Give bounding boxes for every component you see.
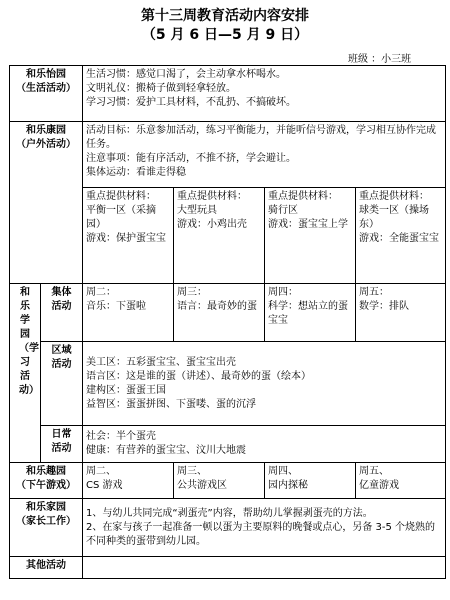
zone-area: 球类一区（操场东）	[359, 205, 429, 230]
content-line: 2、在家与孩子一起准备一顿以蛋为主要原料的晚餐或点心，另备 3-5 个烧熟的不同种类的蛋带到幼儿园。	[86, 521, 436, 547]
sub-header-text: 集体活动	[51, 287, 72, 312]
zone-area: 大型玩具	[177, 205, 217, 216]
day-activity: 科学：想站立的蛋宝宝	[268, 301, 348, 326]
row-other	[10, 557, 446, 579]
header-subtext: （家长工作）	[16, 516, 76, 527]
day-label: 周二：	[86, 287, 116, 298]
content-line: 1、与幼儿共同完成“剥蛋壳”内容，帮助幼儿掌握剥蛋壳的方法。	[86, 507, 373, 519]
content-line: 文明礼仪：搬椅子做到轻拿轻放。	[86, 83, 236, 94]
sub-header-text: 日常活动	[51, 429, 72, 454]
zone-label: 重点提供材料：	[359, 191, 429, 202]
outdoor-zone-1	[83, 188, 174, 284]
zone-label: 重点提供材料：	[86, 191, 156, 202]
content-line: 活动目标：乐意参加活动，练习平衡能力，并能听信号游戏，学习相互协作完成任务。	[86, 125, 436, 150]
zone-label: 重点提供材料：	[177, 191, 247, 202]
outdoor-goals	[83, 122, 446, 188]
sub-header-area	[41, 342, 83, 426]
header-subtext: （下午游戏）	[16, 480, 76, 491]
afternoon-day-4	[356, 463, 446, 499]
outdoor-zone-2	[174, 188, 265, 284]
family-content	[83, 499, 446, 557]
day-activity: 数学：排队	[359, 301, 409, 312]
group-day-4	[356, 284, 446, 342]
other-content	[83, 557, 446, 579]
sub-header-group	[41, 284, 83, 342]
day-activity: 语言：最奇妙的蛋	[177, 301, 257, 312]
day-activity: 公共游戏区	[177, 480, 227, 491]
sub-header-text: 区域活动	[51, 345, 72, 370]
day-label: 周五：	[359, 287, 389, 298]
day-label: 周五、	[359, 466, 389, 477]
header-subtext: （生活活动）	[16, 83, 76, 94]
content-line: 集体运动：看谁走得稳	[86, 167, 186, 178]
life-content	[83, 66, 446, 122]
daily-content	[83, 426, 446, 463]
content-line: 美工区：五彩蛋宝宝、蛋宝宝出壳	[86, 356, 236, 368]
day-label: 周四、	[268, 466, 298, 477]
header-subtext: （户外活动）	[16, 139, 76, 150]
content-line: 注意事项：能有序活动，不推不挤，学会避让。	[86, 153, 296, 164]
day-label: 周二、	[86, 466, 116, 477]
header-text: 和乐家园	[26, 502, 66, 513]
day-label: 周三：	[177, 287, 207, 298]
row-header-life	[10, 66, 83, 122]
row-header-outdoor	[10, 122, 83, 284]
schedule-table	[9, 65, 446, 579]
afternoon-day-3	[265, 463, 356, 499]
row-learning-area	[10, 342, 446, 426]
day-label: 周四：	[268, 287, 298, 298]
outdoor-zone-3	[265, 188, 356, 284]
class-label: 班级 ：小三班	[348, 54, 412, 65]
content-line: 学习习惯：爱护工具材料，不乱扔、不搞破坏。	[86, 97, 296, 108]
afternoon-day-1	[83, 463, 174, 499]
header-text: 其他活动	[26, 560, 66, 571]
row-learning-group	[10, 284, 446, 342]
header-text: 和乐趣园	[26, 466, 66, 477]
group-day-2	[174, 284, 265, 342]
row-learning-daily	[10, 426, 446, 463]
header-text: 和乐怡园	[26, 69, 66, 80]
content-line: 益智区：蛋蛋拼图、下蛋喽、蛋的沉浮	[86, 398, 256, 410]
row-life	[10, 66, 446, 122]
row-header-other	[10, 557, 83, 579]
zone-game: 游戏：小鸡出壳	[177, 219, 247, 230]
row-header-learning	[10, 284, 41, 463]
day-label: 周三、	[177, 466, 207, 477]
zone-label: 重点提供材料：	[268, 191, 338, 202]
date-range: （5 月 6 日—5 月 9 日）	[141, 27, 309, 43]
day-activity: 园内探秘	[268, 480, 308, 491]
day-activity: CS 游戏	[86, 480, 123, 491]
zone-game: 游戏：全能蛋宝宝	[359, 233, 439, 244]
zone-area: 平衡一区（采摘园）	[86, 205, 156, 230]
row-family	[10, 499, 446, 557]
outdoor-zone-4	[356, 188, 446, 284]
zone-area: 骑行区	[268, 205, 298, 216]
afternoon-day-2	[174, 463, 265, 499]
content-line: 建构区：蛋蛋王国	[86, 384, 166, 396]
header-text: 和乐学园（学习活动）	[19, 287, 39, 396]
day-activity: 亿童游戏	[359, 480, 399, 491]
day-activity: 音乐：下蛋啦	[86, 301, 146, 312]
zone-game: 游戏：蛋宝宝上学	[268, 219, 348, 230]
content-line: 健康：有营养的蛋宝宝、汶川大地震	[86, 445, 246, 456]
content-line: 语言区：这是谁的蛋（讲述）、最奇妙的蛋（绘本）	[86, 370, 311, 382]
row-header-family	[10, 499, 83, 557]
sub-header-daily	[41, 426, 83, 463]
content-line: 社会：半个蛋壳	[86, 431, 156, 442]
area-content	[83, 342, 446, 426]
row-header-afternoon	[10, 463, 83, 499]
group-day-1	[83, 284, 174, 342]
row-afternoon	[10, 463, 446, 499]
page-title: 第十三周教育活动内容安排	[141, 8, 309, 24]
header-text: 和乐康园	[26, 125, 66, 136]
group-day-3	[265, 284, 356, 342]
content-line: 生活习惯：感觉口渴了，会主动拿水杯喝水。	[86, 69, 286, 80]
zone-game: 游戏：保护蛋宝宝	[86, 233, 166, 244]
row-outdoor	[10, 122, 446, 188]
